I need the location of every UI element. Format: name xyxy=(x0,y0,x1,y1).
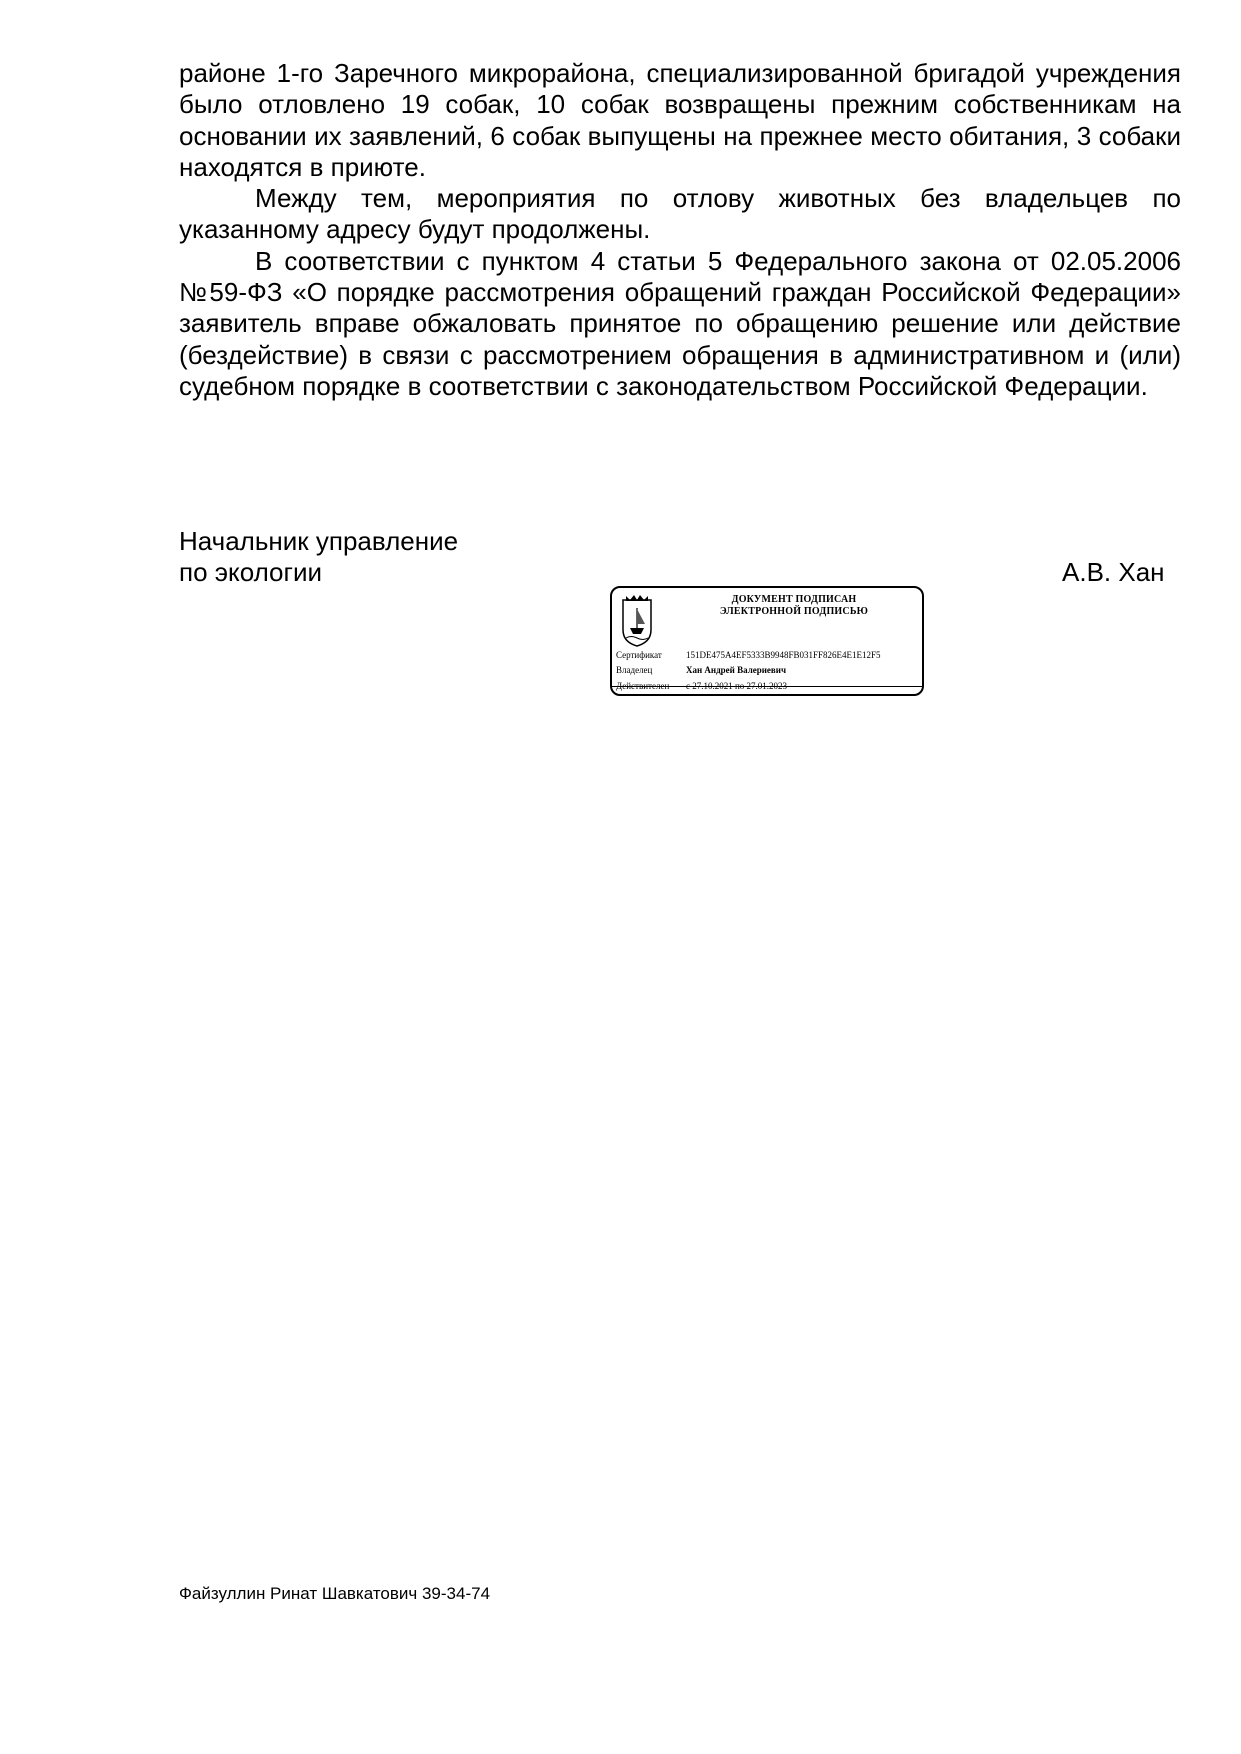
certificate-value: 151DE475A4EF5333B9948FB031FF826E4E1E12F5 xyxy=(686,650,881,660)
owner-label: Владелец xyxy=(616,665,653,675)
letter-body xyxy=(179,58,1181,402)
electronic-signature-stamp xyxy=(610,586,924,696)
stamp-certificate-row xyxy=(616,650,881,661)
owner-value: Хан Андрей Валериевич xyxy=(686,665,787,675)
validity-label: Действителен xyxy=(616,681,670,691)
position-line-1: Начальник управление xyxy=(179,526,459,556)
signatory-position xyxy=(179,526,458,589)
stamp-owner-row xyxy=(616,665,786,676)
paragraph-measures-continue: Между тем, мероприятия по отлову животных без владельцев по указанному адресу будут продолжены. xyxy=(179,183,1181,245)
validity-value: с 27.10.2021 по 27.01.2023 xyxy=(686,681,788,691)
coat-of-arms-icon xyxy=(620,594,654,648)
certificate-label: Сертификат xyxy=(616,650,662,660)
position-line-2: по экологии xyxy=(179,557,323,588)
stamp-title-line-1: ДОКУМЕНТ ПОДПИСАН xyxy=(731,594,857,605)
paragraph-appeal-rights: В соответствии с пунктом 4 статьи 5 Федерального закона от 02.05.2006 №59-ФЗ «О порядке рассмотрения обращений граждан Российской Федерации» заявитель вправе обжаловать принятое по обращению решение или действие (бездействие) в связи с рассмотрением обращения в административном и (или) судебном порядке в соответствии с законодательством Российской Федерации. xyxy=(179,245,1181,401)
stamp-validity-row xyxy=(616,681,787,692)
signatory-name: А.В. Хан xyxy=(1062,557,1165,587)
executor-contact: Файзуллин Ринат Шавкатович 39-34-74 xyxy=(179,1584,491,1603)
stamp-title-line-2: ЭЛЕКТРОННОЙ ПОДПИСЬЮ xyxy=(719,606,869,617)
paragraph-dogs-caught: районе 1-го Заречного микрорайона, специализированной бригадой учреждения было отловлено 19 собак, 10 собак возвращены прежним собственникам на основании их заявлений, 6 собак выпущены на прежнее место обитания, 3 собаки находятся в приюте. xyxy=(179,58,1181,182)
stamp-title xyxy=(672,594,916,618)
